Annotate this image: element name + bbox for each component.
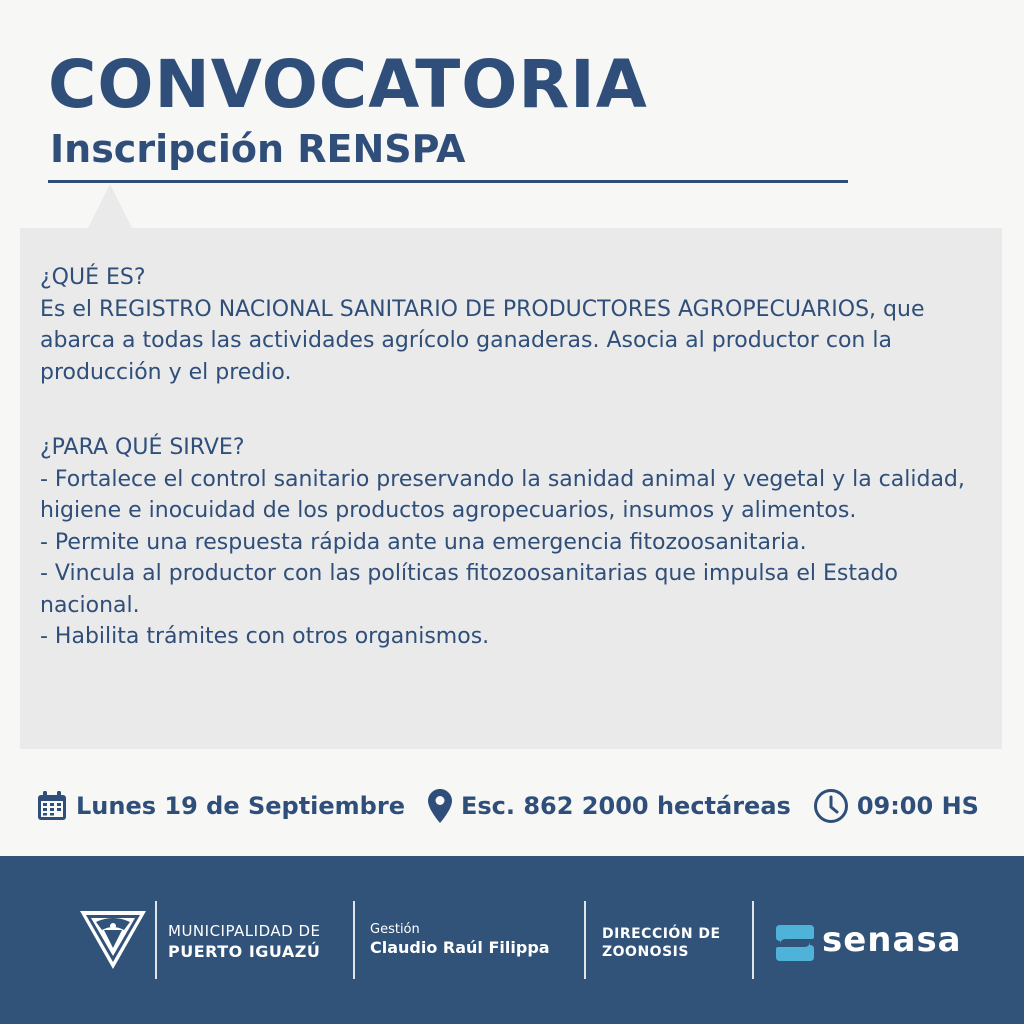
footer-divider [155, 901, 157, 979]
event-place-text: Esc. 862 2000 hectáreas [460, 792, 791, 820]
q1-heading: ¿QUÉ ES? [40, 265, 146, 290]
spacer [40, 388, 990, 432]
footer-divider [584, 901, 586, 979]
speech-pointer [88, 184, 132, 228]
event-time [813, 788, 979, 824]
q2-heading: ¿PARA QUÉ SIRVE? [40, 435, 245, 460]
page-title: CONVOCATORIA [48, 46, 648, 123]
footer-divider [752, 901, 754, 979]
municipal-shield-logo [78, 908, 148, 972]
event-time-text: 09:00 HS [856, 792, 979, 820]
info-panel-text [40, 262, 990, 653]
footer-bar [0, 856, 1024, 1024]
gestion-label: Gestión [370, 922, 420, 937]
location-pin-icon [427, 788, 453, 824]
senasa-logo-mark [776, 925, 814, 961]
bullet-item: - Habilita trámites con otros organismos. [40, 624, 490, 649]
direccion-line1: DIRECCIÓN DE [602, 926, 721, 942]
event-place [427, 788, 791, 824]
muni-name-line2: PUERTO IGUAZÚ [168, 942, 321, 961]
senasa-logo-text: senasa [822, 920, 962, 960]
bullet-item: - Vincula al productor con las políticas fitozoosanitarias que impulsa el Estado nacional. [40, 561, 898, 618]
q1-text: Es el REGISTRO NACIONAL SANITARIO DE PRODUCTORES AGROPECUARIOS, que abarca a todas las actividades agrícolo ganaderas. Asocia al productor con la producción y el predio. [40, 296, 925, 385]
clock-icon [813, 788, 849, 824]
bullet-item: - Fortalece el control sanitario preservando la sanidad animal y vegetal y la calidad, higiene e inocuidad de los productos agropecuarios, insumos y alimentos. [40, 466, 965, 523]
event-info-row [36, 786, 996, 826]
event-date-text: Lunes 19 de Septiembre [76, 792, 405, 820]
title-underline [48, 180, 848, 183]
page-subtitle: Inscripción RENSPA [50, 127, 466, 171]
gestion-name: Claudio Raúl Filippa [370, 938, 550, 957]
footer-divider [353, 901, 355, 979]
calendar-icon [36, 790, 68, 822]
bullet-item: - Permite una respuesta rápida ante una emergencia fitozoosanitaria. [40, 529, 807, 555]
direccion-line2: ZOONOSIS [602, 944, 689, 960]
muni-name-line1: MUNICIPALIDAD DE [168, 922, 321, 940]
event-date [36, 790, 405, 822]
